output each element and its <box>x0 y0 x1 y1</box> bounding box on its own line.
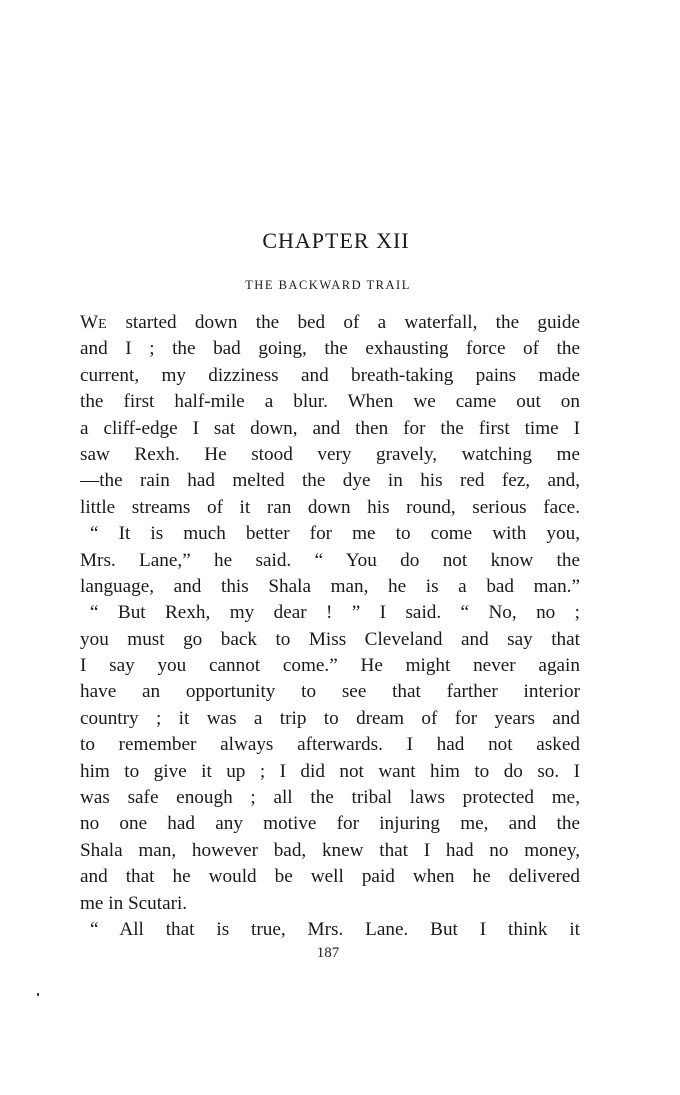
body-line: and that he would be well paid when he delivered <box>80 866 580 888</box>
first-line-text: started down the bed of a waterfall, the guide <box>107 312 580 333</box>
body-line: I say you cannot come.” He might never again <box>80 655 580 677</box>
body-line: country ; it was a trip to dream of for years and <box>80 707 580 729</box>
chapter-subtitle: THE BACKWARD TRAIL <box>245 278 411 292</box>
body-line-1 <box>80 310 580 336</box>
body-line: to remember always afterwards. I had not asked <box>80 734 580 756</box>
body-line: have an opportunity to see that farther interior <box>80 681 580 703</box>
small-caps: E <box>98 317 108 332</box>
body-line: “ But Rexh, my dear ! ” I said. “ No, no ; <box>90 602 580 624</box>
body-line: was safe enough ; all the tribal laws protected me, <box>80 787 580 809</box>
body-line: little streams of it ran down his round, serious face. <box>80 496 580 518</box>
chapter-title: CHAPTER XII <box>262 228 410 253</box>
body-line: you must go back to Miss Cleveland and say that <box>80 628 580 650</box>
page-number: 187 <box>316 945 340 961</box>
body-line: me in Scutari. <box>80 892 188 914</box>
drop-cap: W <box>80 312 99 333</box>
body-line: him to give it up ; I did not want him to do so. I <box>80 760 580 782</box>
body-line: “ It is much better for me to come with you, <box>90 523 580 545</box>
body-line: the first half-mile a blur. When we came out on <box>80 391 580 413</box>
body-line: language, and this Shala man, he is a bad man.” <box>80 575 580 597</box>
scan-speck <box>37 993 39 996</box>
body-line: “ All that is true, Mrs. Lane. But I think it <box>90 918 580 940</box>
body-line: —the rain had melted the dye in his red fez, and, <box>80 470 580 492</box>
body-line: saw Rexh. He stood very gravely, watching me <box>80 443 580 465</box>
body-line: current, my dizziness and breath-taking pains made <box>80 364 580 386</box>
body-line: Mrs. Lane,” he said. “ You do not know the <box>80 549 580 571</box>
body-text <box>80 310 580 943</box>
body-line: a cliff-edge I sat down, and then for the first time I <box>80 417 580 439</box>
body-line: and I ; the bad going, the exhausting force of the <box>80 338 580 360</box>
body-line: Shala man, however bad, knew that I had no money, <box>80 839 580 861</box>
body-line: no one had any motive for injuring me, and the <box>80 813 580 835</box>
